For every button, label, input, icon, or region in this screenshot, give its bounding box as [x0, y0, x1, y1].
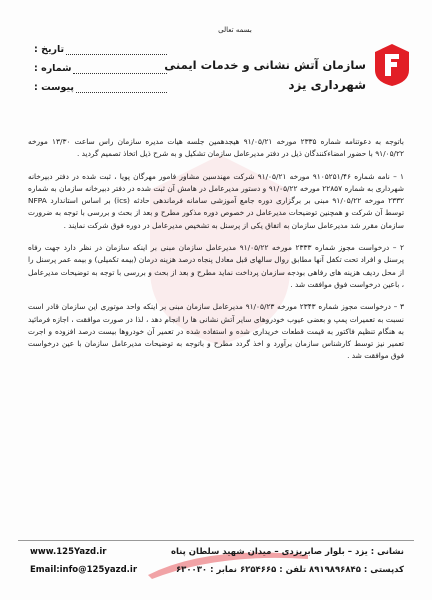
item-2-paragraph: ۲ – درخواست مجوز شماره ۲۳۳۳ مورخه ۹۱/۰۵/۲۲ مدیرعامل سازمان مبنی بر اینکه سازمان در نظر دارد جهت رفاه پرسنل و افراد تحت تکفل آنها مطابق روال سالهای قبل معادل پنجاه درصد هزینه درمان (بیمه تکمیلی) و بیمه عمر پرسنل را از محل ردیف هزینه های رفاهی بودجه سازمان پرداخت نماید مطرح و بعد از بحث و بررسی با توجه به توضیحات مدیرعامل ، باعین درخواست فوق موافقت شد . [28, 243, 405, 289]
organization-title: سازمان آتش نشانی و خدمات ایمنی [164, 58, 366, 72]
fire-department-logo-icon [372, 42, 412, 88]
postal-phone-text: کدپستی : ۸۹۱۹۸۹۶۸۴۵ تلفن : ۶۲۵۴۶۶۵ نمابر : ۶۳۰۰۳۰ [175, 565, 404, 575]
website-link[interactable]: www.125Yazd.ir [30, 547, 107, 557]
address-text: نشانی : یزد – بلوار صابریزدی – میدان شهید سلطان پناه [170, 547, 404, 557]
organization-subtitle: شهرداری یزد [288, 78, 366, 92]
footer-contact-web [30, 547, 137, 583]
email-link[interactable]: Email:info@125yazd.ir [30, 565, 138, 575]
number-label: شماره : [34, 63, 72, 74]
date-label: تاریخ : [34, 44, 65, 55]
date-field [32, 40, 167, 59]
number-field [32, 59, 167, 78]
footer-address-block [171, 547, 404, 583]
letter-footer [18, 540, 414, 587]
letter-body [28, 136, 404, 373]
number-line [73, 63, 167, 74]
attachment-field [32, 78, 167, 97]
bismillah: بسمه تعالی [218, 26, 252, 34]
organization-header [164, 40, 420, 100]
item-1-paragraph: ۱ – نامه شماره ۹۱۰۵۲۵۱/۴۶ مورخه ۹۱/۰۵/۲۱ شرکت مهندسین مشاور فامور مهرگان پویا ، ثبت شده در دفتر دبیرخانه شهرداری به شماره ۲۲۸۵۷ مورخه ۹۱/۰۵/۲۲ و دستور مدیرعامل در هامش آن ثبت شده در دفتر دبیرخانه سازمان به شماره ۲۳۳۲ مورخه ۹۱/۰۵/۲۲ مبنی بر برگزاری دوره جامع آموزشی سامانه فرماندهی حادثه (ics) بر اساس استاندارد NFPA توسط آن شرکت و همچنین توضیحات مدیرعامل در خصوص دوره مذکور مطرح و بعد از بحث و بررسی با توجه به ضرورت سازمان مقرر شد مدیرعامل سازمان به اتفاق یکی از پرسنل به تشخیص مدیرعامل در دوره فوق شرکت نمایند . [28, 171, 405, 230]
header-fields [32, 40, 167, 97]
date-line [66, 44, 167, 55]
attachment-label: پیوست : [34, 82, 74, 93]
item-3-paragraph: ۳ – درخواست مجوز شماره ۲۳۴۳ مورخه ۹۱/۰۵/۲۳ مدیرعامل سازمان مبنی بر اینکه واحد موتوری این سازمان قادر است نسبت به تعمیرات پمپ و بعضی عیوب خودروهای سایر آتش نشانی ها را انجام دهد ، لذا در صورت موافقت ، اجازه فرمائید به هنگام تنظیم فاکتور به قیمت قطعات خریداری شده و استفاده شده در تعمیر آن خودروها بیست درصد افزوده و اجرت تعمیر نیز توسط کارشناس سازمان برآورد و اخذ گردد مطرح و باتوجه به توضیحات مدیرعامل سازمان با عین درخواست فوق موافقت شد . [28, 302, 404, 361]
attachment-line [76, 82, 167, 93]
intro-paragraph: باتوجه به دعوتنامه شماره ۲۳۳۵ مورخه ۹۱/۰۵/۲۱ هیجدهمین جلسه هیات مدیره سازمان راس ساعت ۱۳/۳۰ مورخه ۹۱/۰۵/۲۲ با حضور امضاءکنندگان ذیل در دفتر مدیرعامل سازمان تشکیل و به شرح ذیل اتخاذ تصمیم گردید . [28, 137, 404, 159]
